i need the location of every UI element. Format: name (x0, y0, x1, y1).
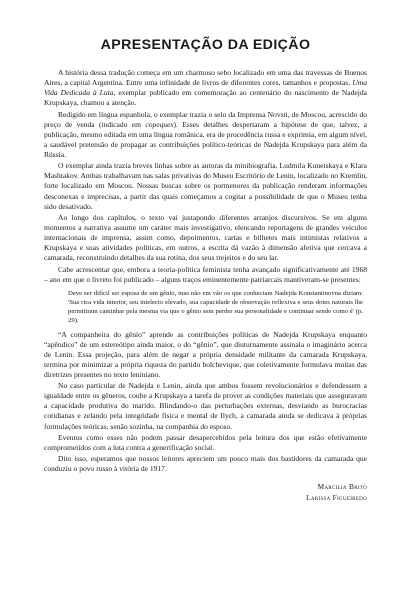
signature-block (44, 482, 367, 502)
signature-name: Larissa Figueiredo (306, 492, 367, 502)
document-body (44, 68, 367, 474)
paragraph-9: Dito isso, esperamos que nossos leitores apreciem um pouco mais dos bastidores da camarada que conduziu o povo russo à vitória de 1917. (44, 454, 367, 474)
signature-name: Marcilia Brito (317, 482, 367, 492)
paragraph-3: O exemplar ainda trazia breves linhas sobre as autoras da minibiografia, Ludmila Kunetskaya e Klara Mashtakov. Ambas trabalhavam nas salas privativas do Museu Escritório de Lenin, localizado no Kremlin, forte localizado em Moscou. Nossas buscas sobre os pormenores da publicação renderam informações desconexas e imprecisas, a partir das quais começamos a cogitar a possibilidade de que o Museu tenha sido desativado. (44, 161, 367, 211)
paragraph-7: No caso particular de Nadejda e Lenin, ainda que ambos fossem revolucionários e defendessem a igualdade entre os gêneros, coube a Krupskaya a tarefa de prover as condições materiais que asseguravam a capacidade produtiva do marido. Blindando-o das perturbações externas, desviando as burocracias cotidianas e zelando pela integridade física e mental de Ilych, a camarada ainda se dedicava à próprias formulações teóricas, senão sozinha, na companhia do esposo. (44, 381, 367, 431)
paragraph-4: Ao longo dos capítulos, o texto vai justapondo diferentes arranjos discursivos. Se em alguns momentos a narrativa assume um caráter mais investigativo, elencando reportagens de grandes veículos internacionais de imprensa, assim como, depoimentos, cartas e bilhetes mais intimistas relativos a Krupskaya e suas atividades políticas, em outros, a escrita dá vazão à dimensão afetiva que cercava a camarada, reconstruindo detalhes da sua rotina, dos seus trejeitos e do seu lar. (44, 212, 367, 263)
paragraph-6: “A companheira do gênio” aprende as contribuições políticas de Nadejda Krupskaya enquanto “apêndice” de um estereótipo ainda maior, o do “gênio”, que diuturnamente assinala o imaginário acerca de Lenin. Essa projeção, para além de negar a própria densidade militante da camarada Krupskaya, termina por minimizar a própria riqueza do partido bolchevique, que coletivamente formulava muitas das diretrizes presentes no texto leniniano. (44, 329, 367, 379)
paragraph-2: Redigido em língua espanhola, o exemplar trazia o selo da Imprensa Novsti, de Moscou, acrescido do preço de venda (indicado em copeques). Esses detalhes despertaram a hipótese de que, talvez, a publicação, mesmo editada em uma língua românica, era de procedência russa e exprimia, em algum nível, a saudável pretensão de propagar as contribuições político-teóricas de Nadejda Krupskaya para além da Rússia. (44, 109, 367, 159)
paragraph-5: Cabe acrescentar que, embora a teoria-política feminista tenha avançado significativamente até 1968 – ano em que o livreto foi publicado – alguns traços eminentemente patriarcais mantiveram-se presentes: (44, 264, 367, 284)
paragraph-8: Eventos como esses não podem passar desapercebidos pela leitura dos que estão efetivamente comprometidos com a luta contra a generificação social. (44, 432, 367, 452)
page-title: APRESENTAÇÃO DA EDIÇÃO (100, 37, 311, 53)
block-quote: Deve ser difícil ser esposa de um gênio, mas não em vão os que conheciam Nadejda Konstantinovna diziam: 'Sua rica vida interior, seu intelecto elevado, sua capacidade de observação reflexiva e seus dotes naturais lhe permitiram caminhar pela mesma via que o gênio sem perder sua personalidade e continuar sendo como é' (p. 29). (68, 289, 363, 325)
paragraph-1: A história dessa tradução começa em um charmoso sebo localizado em uma das travessas de Buenos Aires, a capital Argentina. Entre uma infinidade de livros de diferentes cores, tamanhos e propostas, Uma Vida Dedicada à Luta, exemplar publicado em comemoração ao centenário do nascimento de Nadejda Krupskaya, chamou a atenção. (44, 68, 367, 108)
